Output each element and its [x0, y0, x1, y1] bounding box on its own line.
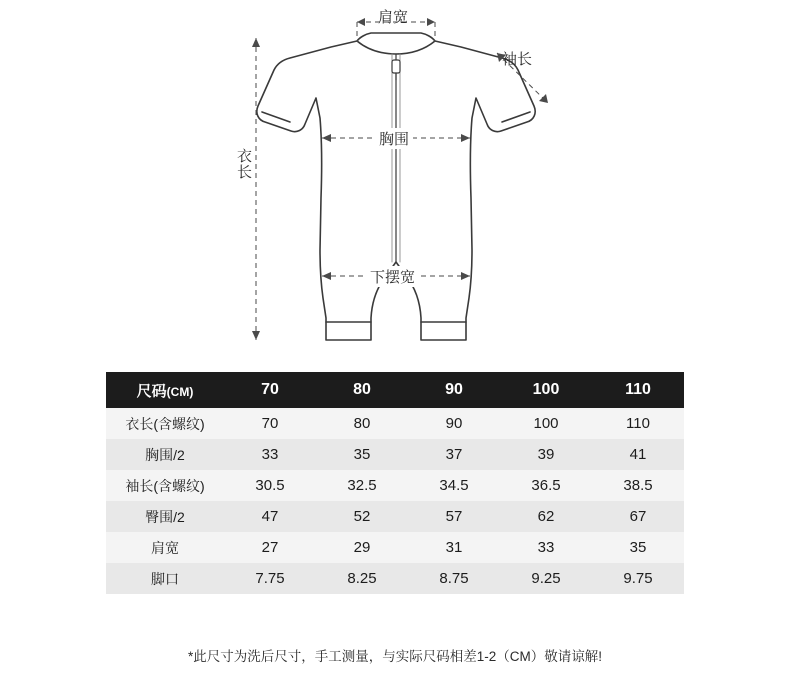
cell-foot-opening-70: 7.75: [224, 563, 316, 594]
label-sleeve-length: 袖长: [502, 51, 533, 68]
measurement-note: *此尺寸为洗后尺寸，手工测量，与实际尺码相差1-2（CM）敬请谅解!: [187, 649, 602, 664]
cell-chest-90: 37: [408, 439, 500, 470]
cell-sleeve-length-90: 34.5: [408, 470, 500, 501]
cell-foot-opening-100: 9.25: [500, 563, 592, 594]
cell-garment-length-100: 100: [500, 408, 592, 439]
table-body: [106, 408, 684, 594]
cell-hip-100: 62: [500, 501, 592, 532]
row-label-hip: 臀围/2: [106, 501, 224, 532]
row-label-garment-length: 衣长(含螺纹): [106, 408, 224, 439]
cell-garment-length-80: 80: [316, 408, 408, 439]
cell-garment-length-110: 110: [592, 408, 684, 439]
cell-hip-110: 67: [592, 501, 684, 532]
cell-shoulder-width-100: 33: [500, 532, 592, 563]
cell-shoulder-width-110: 35: [592, 532, 684, 563]
header-size-90: 90: [408, 372, 500, 408]
row-label-shoulder-width: 肩宽: [106, 532, 224, 563]
cell-sleeve-length-100: 36.5: [500, 470, 592, 501]
cell-chest-110: 41: [592, 439, 684, 470]
cell-foot-opening-90: 8.75: [408, 563, 500, 594]
row-label-sleeve-length: 袖长(含螺纹): [106, 470, 224, 501]
table-row: [106, 563, 684, 594]
header-size-110: 110: [592, 372, 684, 408]
row-label-chest: 胸围/2: [106, 439, 224, 470]
header-size-text: 尺码: [136, 382, 167, 400]
label-garment-length: 衣长: [235, 148, 252, 180]
cell-chest-100: 39: [500, 439, 592, 470]
cell-shoulder-width-80: 29: [316, 532, 408, 563]
cell-foot-opening-110: 9.75: [592, 563, 684, 594]
table-row: [106, 532, 684, 563]
label-hem-width: 下摆宽: [366, 266, 419, 287]
cell-chest-80: 35: [316, 439, 408, 470]
table-header: [106, 372, 684, 408]
cell-hip-90: 57: [408, 501, 500, 532]
table-row: [106, 470, 684, 501]
cell-sleeve-length-70: 30.5: [224, 470, 316, 501]
label-shoulder-width: 肩宽: [378, 9, 409, 26]
cell-hip-80: 52: [316, 501, 408, 532]
header-size-70: 70: [224, 372, 316, 408]
cell-hip-70: 47: [224, 501, 316, 532]
table-row: [106, 408, 684, 439]
cell-garment-length-90: 90: [408, 408, 500, 439]
label-chest: 胸围: [375, 128, 413, 149]
table-row: [106, 501, 684, 532]
header-size-unit: (CM): [166, 384, 194, 399]
cell-shoulder-width-70: 27: [224, 532, 316, 563]
table-row: [106, 439, 684, 470]
header-size-100: 100: [500, 372, 592, 408]
table-header-row: [106, 372, 684, 408]
cell-shoulder-width-90: 31: [408, 532, 500, 563]
cell-garment-length-70: 70: [224, 408, 316, 439]
cell-foot-opening-80: 8.25: [316, 563, 408, 594]
cell-chest-70: 33: [224, 439, 316, 470]
cell-sleeve-length-110: 38.5: [592, 470, 684, 501]
cell-sleeve-length-80: 32.5: [316, 470, 408, 501]
size-table: [106, 372, 684, 594]
row-label-foot-opening: 脚口: [106, 563, 224, 594]
header-size-80: 80: [316, 372, 408, 408]
header-size-label: [106, 372, 224, 408]
